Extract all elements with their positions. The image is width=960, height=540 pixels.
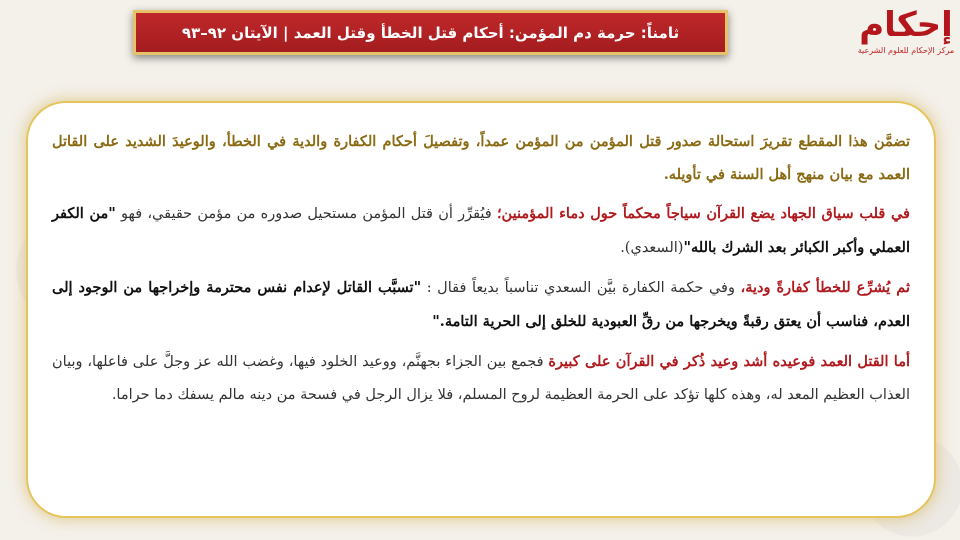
highlight-text: أما القتل العمد فوعيده أشد وعيد ذُكر في القرآن على كبيرة xyxy=(548,353,910,370)
highlight-text: ثم يُشرِّع للخطأ كفارةً ودية، xyxy=(740,279,910,296)
intro-paragraph: تضمَّن هذا المقطع تقريرَ استحالة صدور قتل المؤمن من المؤمن عمداً، وتفصيلَ أحكام الكفارة والدية في الخطأ، والوعيدَ الشديد على القاتل العمد مع بيان منهج أهل السنة في تأويله. xyxy=(52,133,910,183)
content-card xyxy=(26,101,936,518)
paragraph-expiation xyxy=(52,271,910,339)
quote-text: "تسبَّب القاتل لإعدام نفس محترمة وإخراجها من الوجود إلى العدم، فناسب أن يعتق رقبةً ويخرجها من رقِّ العبودية للخلق إلى الحرية التامة." xyxy=(52,279,910,330)
quote-text: "من الكفر العملي وأكبر الكبائر بعد الشرك بالله" xyxy=(52,205,910,256)
citation-text: (السعدي). xyxy=(620,240,684,256)
slide-title: ثامناً: حرمة دم المؤمن: أحكام قتل الخطأ وقتل العمد | الآيتان ٩٢–٩٣ xyxy=(181,23,680,42)
body-text: فيُقرِّر أن قتل المؤمن مستحيل صدوره من مؤمن حقيقي، فهو xyxy=(115,206,497,222)
logo-subtitle: مركز الإحكام للعلوم الشرعية xyxy=(857,46,955,55)
paragraph-jihad-context xyxy=(52,197,910,265)
body-text: فجمع بين الجزاء بجهنَّم، ووعيد الخلود فيها، وغضب الله عز وجلَّ على فاعلها، وبيان العذاب العظيم المعد له، وهذه كلها تؤكد على الحرمة العظيمة لروح المسلم، فلا يزال الرجل في فسحة من دينه مالم يسفك دما حراما. xyxy=(52,354,910,403)
body-text: وفي حكمة الكفارة بيَّن السعدي تناسباً بديعاً فقال : xyxy=(421,280,741,296)
paragraph-intentional-killing xyxy=(52,345,910,412)
logo-mark: إحكام xyxy=(859,5,953,45)
highlight-text: في قلب سياق الجهاد يضع القرآن سياجاً محكماً حول دماء المؤمنين؛ xyxy=(496,205,910,222)
title-banner xyxy=(133,10,728,55)
logo xyxy=(858,6,954,66)
